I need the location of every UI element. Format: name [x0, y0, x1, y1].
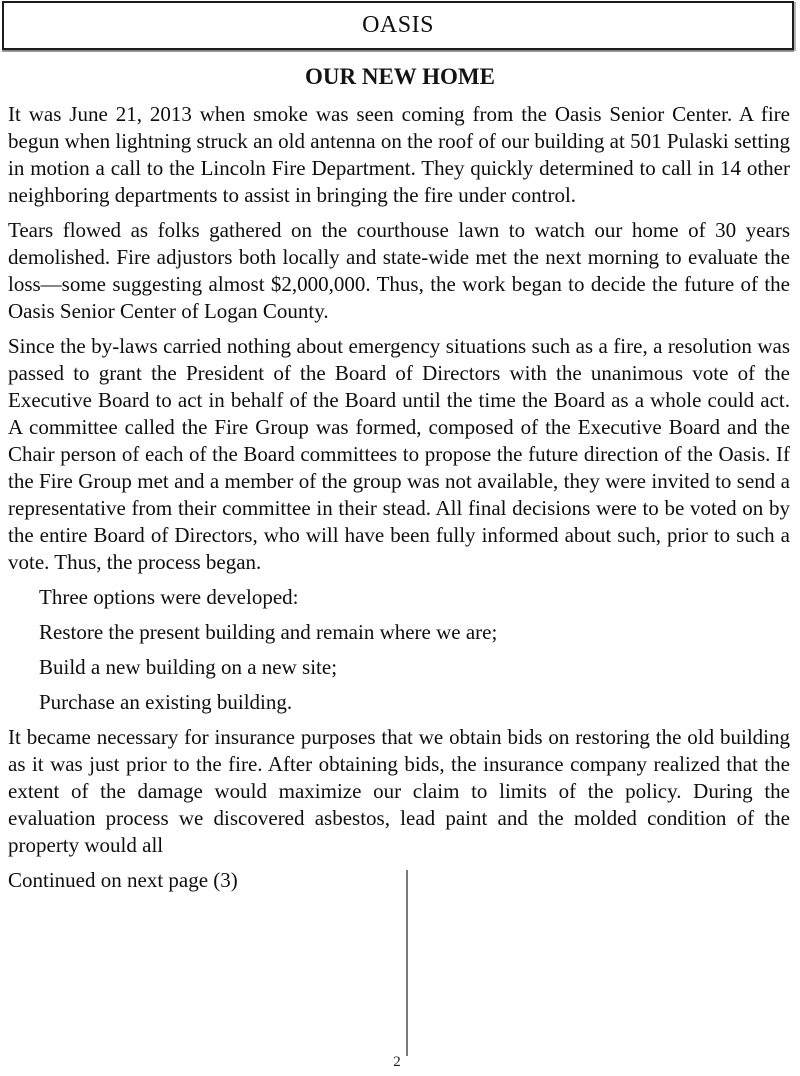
continued-note: Continued on next page (3)	[8, 868, 238, 892]
options-intro: Three options were developed:	[39, 585, 299, 609]
article-body	[8, 101, 790, 894]
option-restore-building: Restore the present building and remain where we are;	[39, 620, 498, 644]
column-divider-line	[406, 870, 408, 1056]
paragraph-insurance-bids: It became necessary for insurance purposes that we obtain bids on restoring the old building as it was just prior to the fire. After obtaining bids, the insurance company realized that the extent of the damage would maximize our claim to limits of the policy. During the evaluation process we discovered asbestos, lead paint and the molded condition of the property would all	[8, 725, 790, 857]
masthead-box	[2, 1, 794, 50]
option-purchase-existing: Purchase an existing building.	[39, 690, 293, 714]
paragraph-fire-event: It was June 21, 2013 when smoke was seen coming from the Oasis Senior Center. A fire begun when lightning struck an old antenna on the roof of our building at 501 Pulaski setting in motion a call to the Lincoln Fire Department. They quickly determined to call in 14 other neighboring departments to assist in bringing the fire under control.	[8, 102, 790, 207]
paragraph-fire-group: Since the by-laws carried nothing about emergency situations such as a fire, a resolution was passed to grant the President of the Board of Directors with the unanimous vote of the Executive Board to act in behalf of the Board until the time the Board as a whole could act. A committee called the Fire Group was formed, composed of the Executive Board and the Chair person of each of the Board committees to propose the future direction of the Oasis. If the Fire Group met and a member of the group was not available, they were invited to send a representative from their committee in their stead. All final decisions were to be voted on by the entire Board of Directors, who will have been fully informed about such, prior to such a vote. Thus, the process began.	[8, 334, 790, 574]
masthead-title: OASIS	[362, 12, 434, 38]
page-number: 2	[393, 1054, 401, 1070]
paragraph-demolition: Tears flowed as folks gathered on the courthouse lawn to watch our home of 30 years demolished. Fire adjustors both locally and state-wide met the next morning to evaluate the loss—some suggesting almost $2,000,000. Thus, the work began to decide the future of the Oasis Senior Center of Logan County.	[8, 218, 790, 323]
article-heading: OUR NEW HOME	[305, 64, 495, 89]
option-build-new: Build a new building on a new site;	[39, 655, 338, 679]
